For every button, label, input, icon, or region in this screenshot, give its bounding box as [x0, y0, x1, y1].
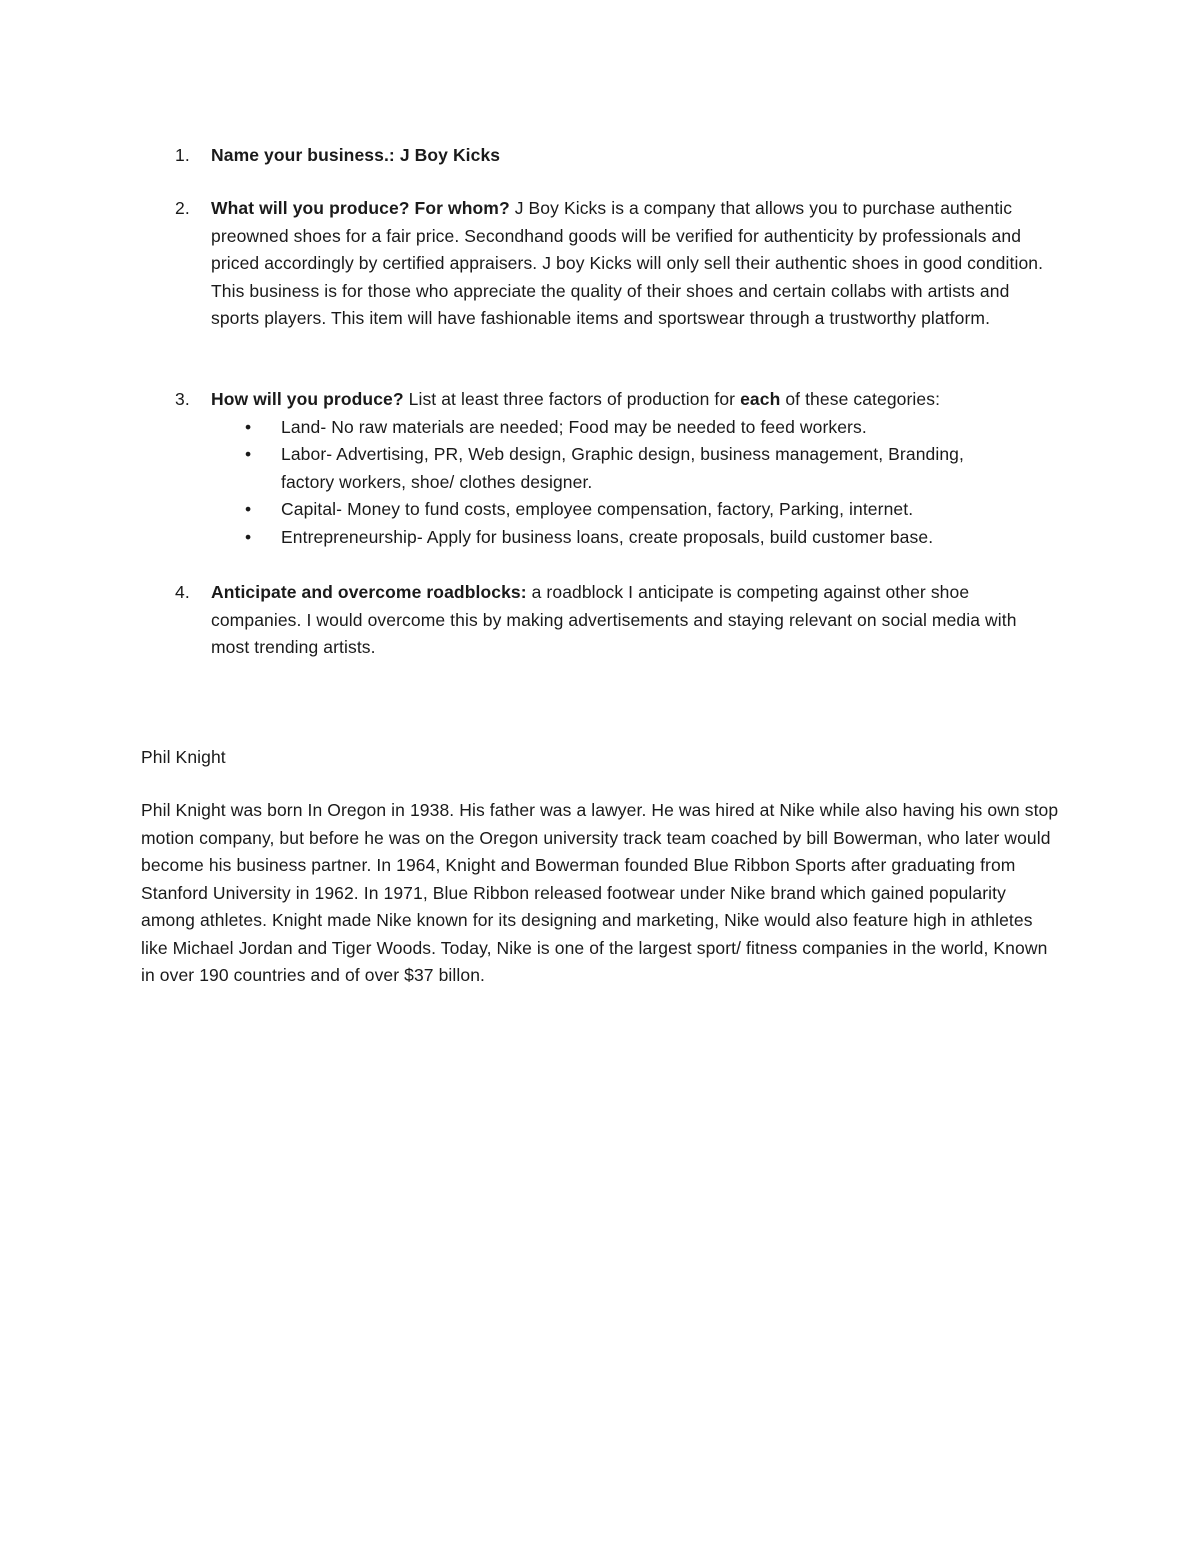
- answer-text-end: of these categories:: [780, 389, 941, 409]
- emphasis-text: each: [740, 389, 781, 409]
- answer-text: List at least three factors of production for: [403, 389, 741, 409]
- section-title: Phil Knight: [141, 747, 226, 767]
- list-item-body: [211, 195, 1053, 333]
- list-item-body: [211, 579, 1041, 662]
- list-item-body: [211, 142, 1075, 170]
- bullet-item-entrepreneurship: [211, 524, 1075, 552]
- list-number: 1.: [175, 145, 190, 165]
- list-number: 3.: [175, 389, 190, 409]
- bullet-text: Land- No raw materials are needed; Food may be needed to feed workers.: [281, 416, 867, 437]
- bullet-text: Capital- Money to fund costs, employee compensation, factory, Parking, internet.: [281, 499, 914, 519]
- bullet-text: Entrepreneurship- Apply for business loans, create proposals, build customer base.: [281, 526, 934, 547]
- list-number: 4.: [175, 582, 190, 602]
- list-item-3: [175, 386, 1075, 551]
- bullet-item-capital: [211, 496, 1075, 524]
- bullet-icon: •: [245, 416, 252, 437]
- bullet-text: Labor- Advertising, PR, Web design, Graphic design, business management, Branding, factory workers, shoe/ clothes designer.: [281, 444, 964, 492]
- question-label: Name your business.: J Boy Kicks: [211, 145, 501, 165]
- answer-text: J Boy Kicks is a company that allows you to purchase authentic preowned shoes for a fair price. Secondhand goods will be verified for authenticity by professionals and priced accordingly by certified appraisers. J boy Kicks will only sell their authentic shoes in good condition. This business is for those who appreciate the quality of their shoes and certain collabs with artists and sports players. This item will have fashionable items and sportswear through a trustworthy platform.: [211, 198, 1044, 328]
- factors-list: [211, 414, 1075, 552]
- list-item-body: [211, 386, 1075, 414]
- question-label: Anticipate and overcome roadblocks:: [211, 582, 527, 602]
- bullet-item-labor: [211, 441, 1001, 496]
- section-body: Phil Knight was born In Oregon in 1938. His father was a lawyer. He was hired at Nike while also having his own stop motion company, but before he was on the Oregon university track team coached by bill Bowerman, who later would become his business partner. In 1964, Knight and Bowerman founded Blue Ribbon Sports after graduating from Stanford University in 1962. In 1971, Blue Ribbon released footwear under Nike brand which gained popularity among athletes. Knight made Nike known for its designing and marketing, Nike would also feature high in athletes like Michael Jordan and Tiger Woods. Today, Nike is one of the largest sport/ fitness companies in the world, Known in over 190 countries and of over $37 billon.: [141, 800, 1059, 985]
- list-number: 2.: [175, 198, 190, 218]
- list-item-1: [175, 142, 1075, 170]
- question-label: What will you produce? For whom?: [211, 198, 510, 218]
- answer-text: a roadblock I anticipate is competing against other shoe companies. I would overcome this by making advertisements and staying relevant on social media with most trending artists.: [211, 582, 1017, 657]
- list-item-4: [175, 579, 1075, 662]
- bullet-icon: •: [245, 526, 252, 547]
- list-item-2: [175, 195, 1075, 333]
- bullet-item-land: [211, 414, 1075, 442]
- bullet-icon: •: [245, 444, 252, 464]
- question-label: How will you produce?: [211, 389, 404, 409]
- bullet-icon: •: [245, 499, 252, 519]
